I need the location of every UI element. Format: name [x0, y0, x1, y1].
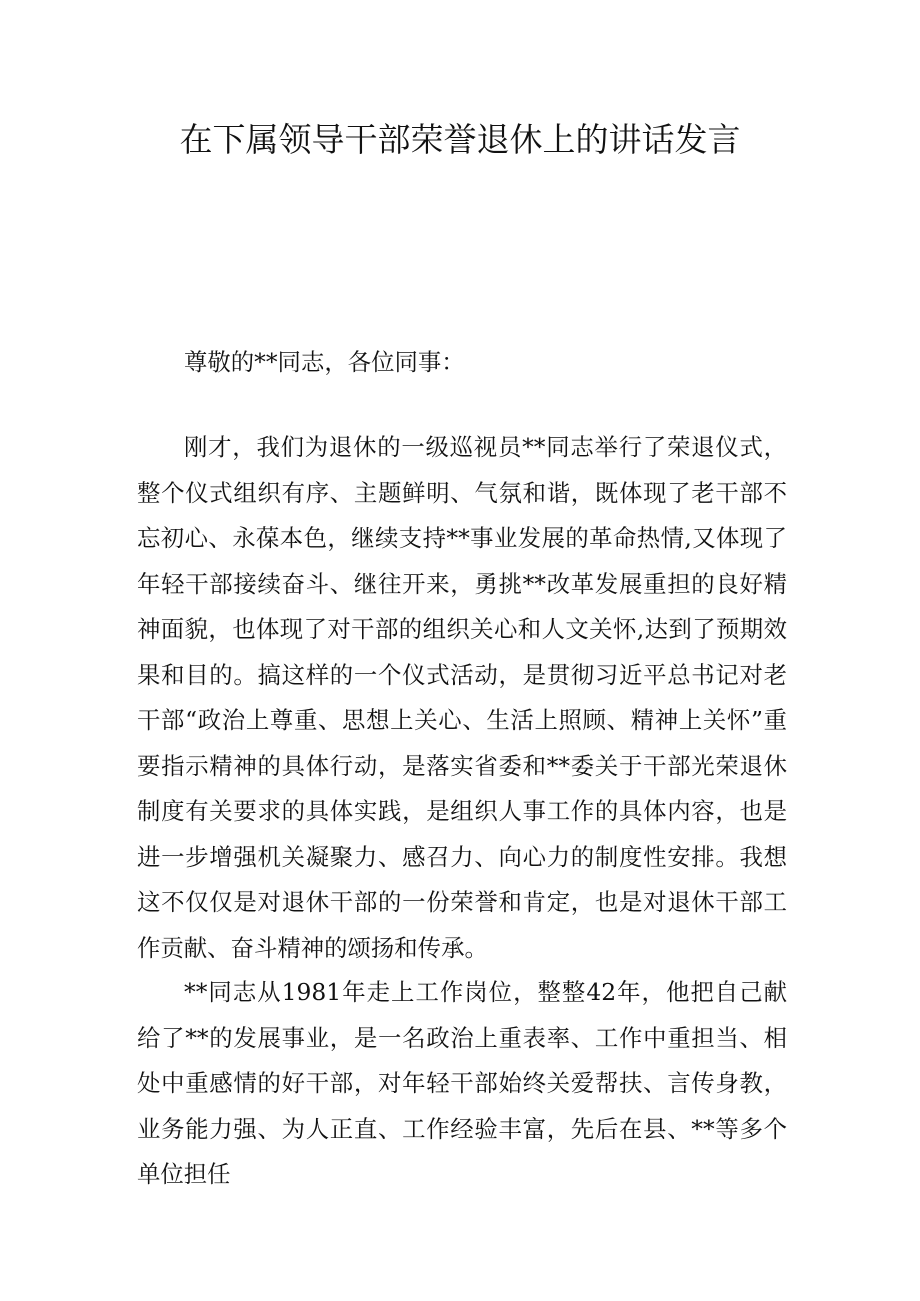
salutation: 尊敬的**同志，各位同事：	[184, 348, 465, 376]
paragraph-2: **同志从1981年走上工作岗位，整整42年，他把自己献给了**的发展事业，是一名政治上重表率、工作中重担当、相处中重感情的好干部，对年轻干部始终关爱帮扶、言传身教，业务能力强、为人正直、工作经验丰富，先后在县、**等多个单位担任	[137, 978, 787, 1188]
document-title: 在下属领导干部荣誉退休上的讲话发言	[179, 120, 741, 159]
paragraph-1: 刚才，我们为退休的一级巡视员**同志举行了荣退仪式，整个仪式组织有序、主题鲜明、气氛和谐，既体现了老干部不忘初心、永葆本色，继续支持**事业发展的革命热情,又体现了年轻干部接续奋斗、继往开来，勇挑**改革发展重担的良好精神面貌，也体现了对干部的组织关心和人文关怀,达到了预期效果和目的。搞这样的一个仪式活动，是贯彻习近平总书记对老干部“政治上尊重、思想上关心、生活上照顾、精神上关怀”重要指示精神的具体行动，是落实省委和**委关于干部光荣退休制度有关要求的具体实践，是组织人事工作的具体内容，也是进一步增强机关凝聚力、感召力、向心力的制度性安排。我想这不仅仅是对退休干部的一份荣誉和肯定，也是对退休干部工作贡献、奋斗精神的颂扬和传承。	[137, 433, 787, 962]
